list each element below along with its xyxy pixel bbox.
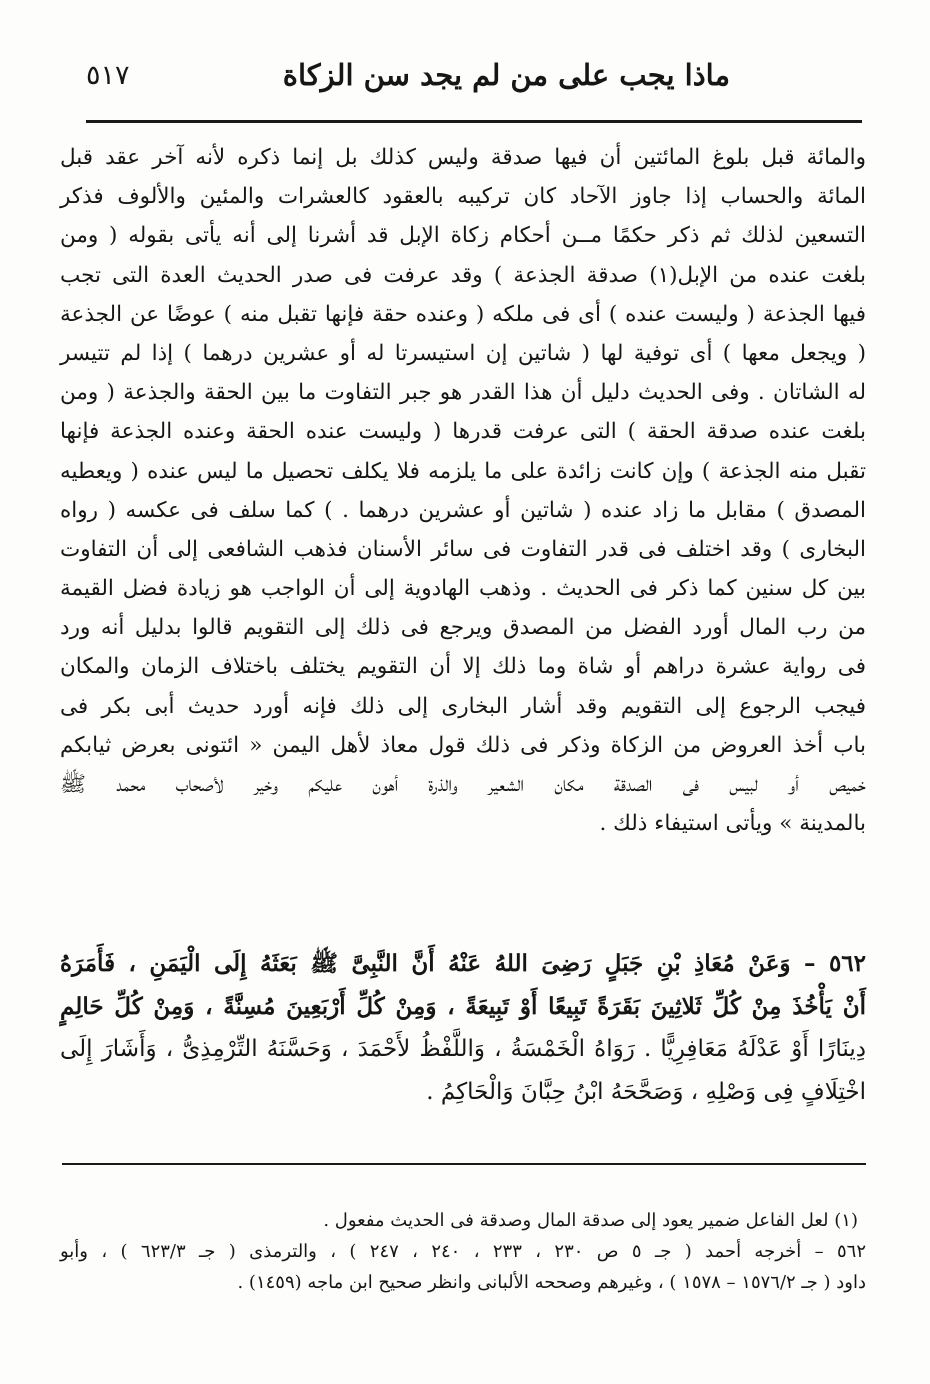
text-line: بالمدينة » ويأتى استيفاء ذلك .: [599, 811, 866, 837]
text-line: فى رواية عشرة دراهم أو شاة وما ذلك إلا أن التقويم يختلف باختلاف الزمان والمكان: [60, 654, 866, 680]
text-line: خميص أو لبيس فى الصدقة مكان الشعير والذرة أهون عليكم وخير لأصحاب محمد ﷺ: [60, 772, 866, 797]
footnote-rule: [62, 1163, 866, 1165]
text-line: ( ويجعل معها ) أى توفية لها ( شاتين إن استيسرتا له أو عشرين درهما ) إذا لم تتيسر: [60, 340, 866, 366]
hadith-line: دِينَارًا أَوْ عَدْلَهُ مَعَافِرِيًّا . رَوَاهُ الْخَمْسَةُ ، وَاللَّفْظُ لأَحْمَدَ ، وَحَسَّنَهُ التِّرْمِذِىُّ ، وَأَشَارَ إِلَى: [60, 1036, 866, 1062]
footnote-line: داود ( جـ ١٥٧٦/٢ – ١٥٧٨ ) ، وغيرهم وصححه الألبانى وانظر صحيح ابن ماجه (١٤٥٩) .: [237, 1272, 866, 1293]
text-line: المصدق ) مقابل ما زاد عنده ( شاتين أو عشرين درهما . ) كما سلف فى عكسه ( رواه: [60, 497, 866, 523]
hadith-line: ٥٦٢ – وَعَنْ مُعَاذِ بْنِ جَبَلٍ رَضِىَ اللهُ عَنْهُ أَنَّ النَّبِىَّ ﷺ بَعَثَهُ إِلَى الْيَمَنِ ، فَأَمَرَهُ: [60, 950, 866, 977]
page-header: [80, 50, 860, 106]
text-line: والمائة قبل بلوغ المائتين أن فيها صدقة وليس كذلك بل إنما ذكره لأنه آخر عقد قبل: [60, 145, 866, 170]
text-line: له الشاتان . وفى الحديث دليل أن هذا القدر هو جبر التفاوت ما بين الحقة والجذعة ( ومن: [60, 380, 866, 406]
text-line: من رب المال أورد الفضل من المصدق ويرجع فى ذلك إلى التقويم قالوا بدليل أنه ورد: [60, 615, 866, 641]
text-line: التسعين لذلك ثم ذكر حكمًا مــن أحكام زكاة الإبل قد أشرنا إلى أنه يأتى بقوله ( ومن: [60, 223, 866, 249]
text-line: بلغت عنده من الإبل(١) صدقة الجذعة ) وقد عرفت فى صدر الحديث العدة التى تجب: [60, 262, 866, 288]
footnote-line: ٥٦٢ – أخرجه أحمد ( جـ ٥ ص ٢٣٠ ، ٢٣٣ ، ٢٤٠ ، ٢٤٧ ) ، والترمذى ( جـ ٦٢٣/٣ ) ، وأبو: [60, 1241, 866, 1262]
text-line: فيها الجذعة ( وليست عنده ) أى فى ملكه ( وعنده حقة فإنها تقبل منه ) عوضًا عن الجذعة: [60, 301, 866, 327]
header-rule: [86, 120, 862, 123]
page-number: ٥١٧: [86, 60, 130, 91]
hadith-562: [60, 942, 866, 1114]
text-line: فيجب الرجوع إلى التقويم وقد أشار البخارى إلى ذلك فإنه أورد حديث أبى بكر فى: [60, 693, 866, 719]
text-line: باب أخذ العروض من الزكاة وذكر فى ذلك قول معاذ لأهل اليمن « ائتونى بعرض ثيابكم: [60, 732, 866, 758]
hadith-line: أَنْ يَأْخُذَ مِنْ كُلِّ ثَلاثِينَ بَقَرَةً تَبِيعًا أَوْ تَبِيعَةً ، وَمِنْ كُلِّ أَرْبَعِينَ مُسِنَّةً ، وَمِنْ كُلِّ حَالِمٍ: [60, 993, 866, 1020]
hadith-line: اخْتِلَافٍ فِى وَصْلِهِ ، وَصَحَّحَهُ ابْنُ حِبَّانَ وَالْحَاكِمُ .: [426, 1079, 866, 1105]
text-line: تقبل منه الجذعة ) وإن كانت زائدة على ما يلزمه فلا يكلف تحصيل ما ليس عنده ( ويعطيه: [60, 458, 866, 484]
commentary-text: [60, 138, 866, 843]
text-line: بين كل سنين كما ذكر فى الحديث . وذهب الهادوية إلى أن الواجب هو زيادة فضل القيمة: [60, 576, 866, 602]
text-line: البخارى ) وقد اختلف فى قدر التفاوت فى سائر الأسنان فذهب الشافعى إلى أن التفاوت: [60, 536, 866, 562]
text-line: بلغت عنده صدقة الحقة ) التى عرفت قدرها ( وليست عنده الحقة وعنده الجذعة فإنها: [60, 419, 866, 445]
text-line: المائة والحساب إذا جاوز الآحاد كان تركيبه بالعقود كالعشرات والمئين والألوف فذكر: [60, 184, 866, 210]
footnote-line: (١) لعل الفاعل ضمير يعود إلى صدقة المال وصدقة فى الحديث مفعول .: [323, 1210, 858, 1231]
running-title: ماذا يجب على من لم يجد سن الزكاة: [282, 58, 730, 92]
footnotes: [60, 1205, 866, 1298]
